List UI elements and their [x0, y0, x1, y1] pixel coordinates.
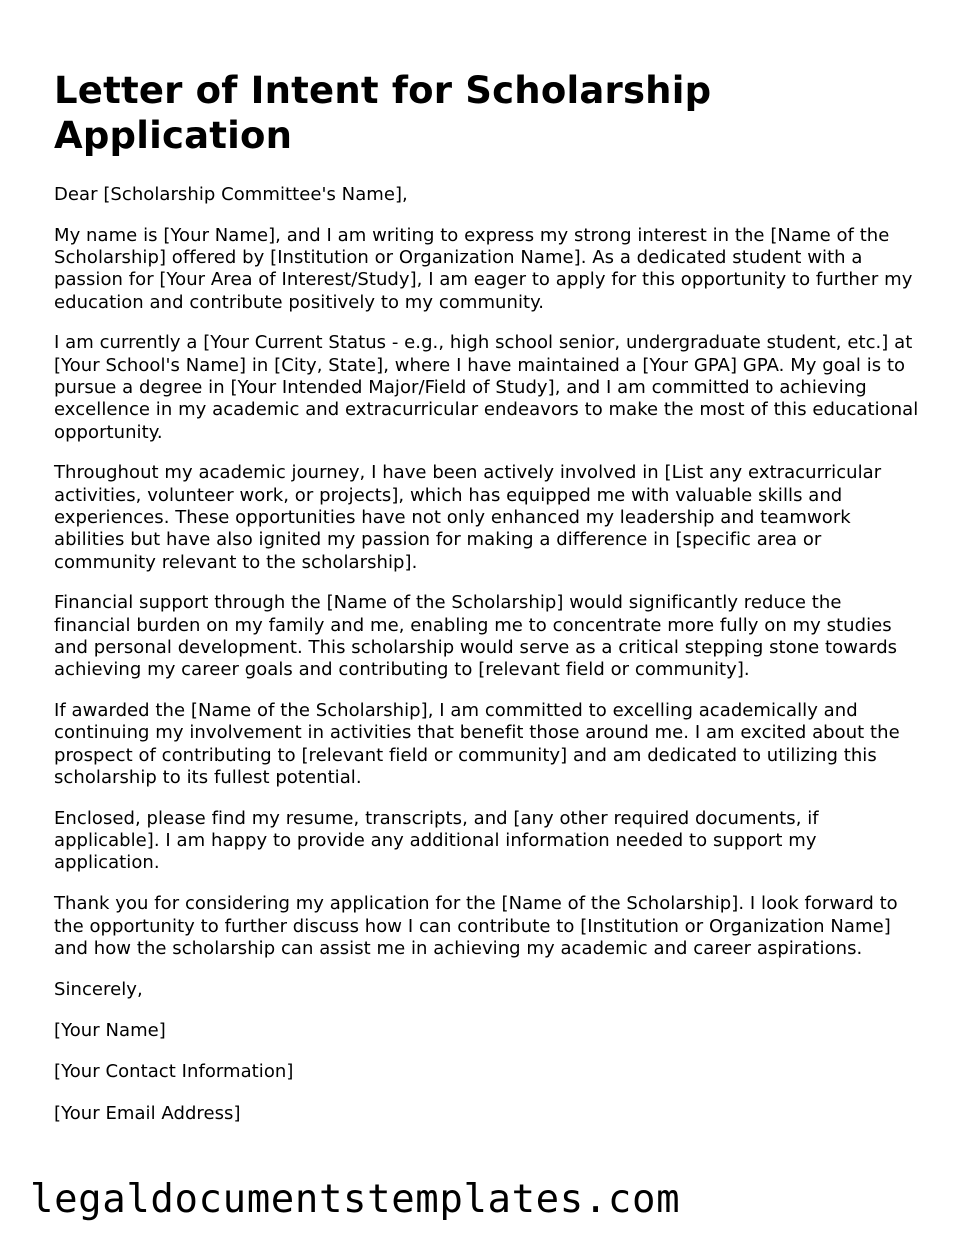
- salutation: Dear [Scholarship Committee's Name],: [54, 184, 408, 205]
- signature-email: [Your Email Address]: [54, 1102, 241, 1124]
- document-title: Letter of Intent for Scholarship Application: [54, 69, 712, 157]
- paragraph-financial-support: Financial support through the [Name of the Scholarship] would significantly reduce the financial burden on my family and me, enabling me to concentrate more fully on my studies and personal development. This scholarship would serve as a critical stepping stone towards achieving my career goals and contributing to [relevant field or community].: [54, 592, 898, 681]
- paragraph-introduction: My name is [Your Name], and I am writing to express my strong interest in the [Name of the Scholarship] offered by [Institution or Organization Name]. As a dedicated student with a passion for [Your Area of Interest/Study], I am eager to apply for this opportunity to further my education and contribute positively to my community.: [54, 224, 913, 313]
- paragraph-enclosures: Enclosed, please find my resume, transcripts, and [any other required documents, if applicable]. I am happy to provide any additional information needed to support my application.: [54, 807, 819, 874]
- paragraph-commitment: If awarded the [Name of the Scholarship], I am committed to excelling academically and continuing my involvement in activities that benefit those around me. I am excited about the prospect of contributing to [relevant field or community] and am dedicated to utilizing this scholarship to its fullest potential.: [54, 700, 900, 789]
- paragraph-activities: Throughout my academic journey, I have been actively involved in [List any extracurricular activities, volunteer work, or projects], which has equipped me with valuable skills and experiences. These opportunities have not only enhanced my leadership and teamwork abilities but have also ignited my passion for making a difference in [specific area or community relevant to the scholarship].: [54, 462, 882, 573]
- signature-name: [Your Name]: [54, 1019, 166, 1041]
- paragraph-current-status: I am currently a [Your Current Status - e.g., high school senior, undergraduate student, etc.] at [Your School's Name] in [City, State], where I have maintained a [Your GPA] GPA. My goal is to pursue a degree in [Your Intended Major/Field of Study], and I am committed to achieving excellence in my academic and extracurricular endeavors to make the most of this educational opportunity.: [54, 332, 919, 443]
- watermark-text: legaldocumentstemplates.com: [30, 1177, 681, 1222]
- paragraph-thank-you: Thank you for considering my application for the [Name of the Scholarship]. I look forward to the opportunity to further discuss how I can contribute to [Institution or Organization Name] and how the scholarship can assist me in achieving my academic and career aspirations.: [54, 893, 898, 959]
- closing: Sincerely,: [54, 978, 143, 1000]
- letter-document: [54, 68, 920, 1144]
- signature-contact: [Your Contact Information]: [54, 1061, 294, 1083]
